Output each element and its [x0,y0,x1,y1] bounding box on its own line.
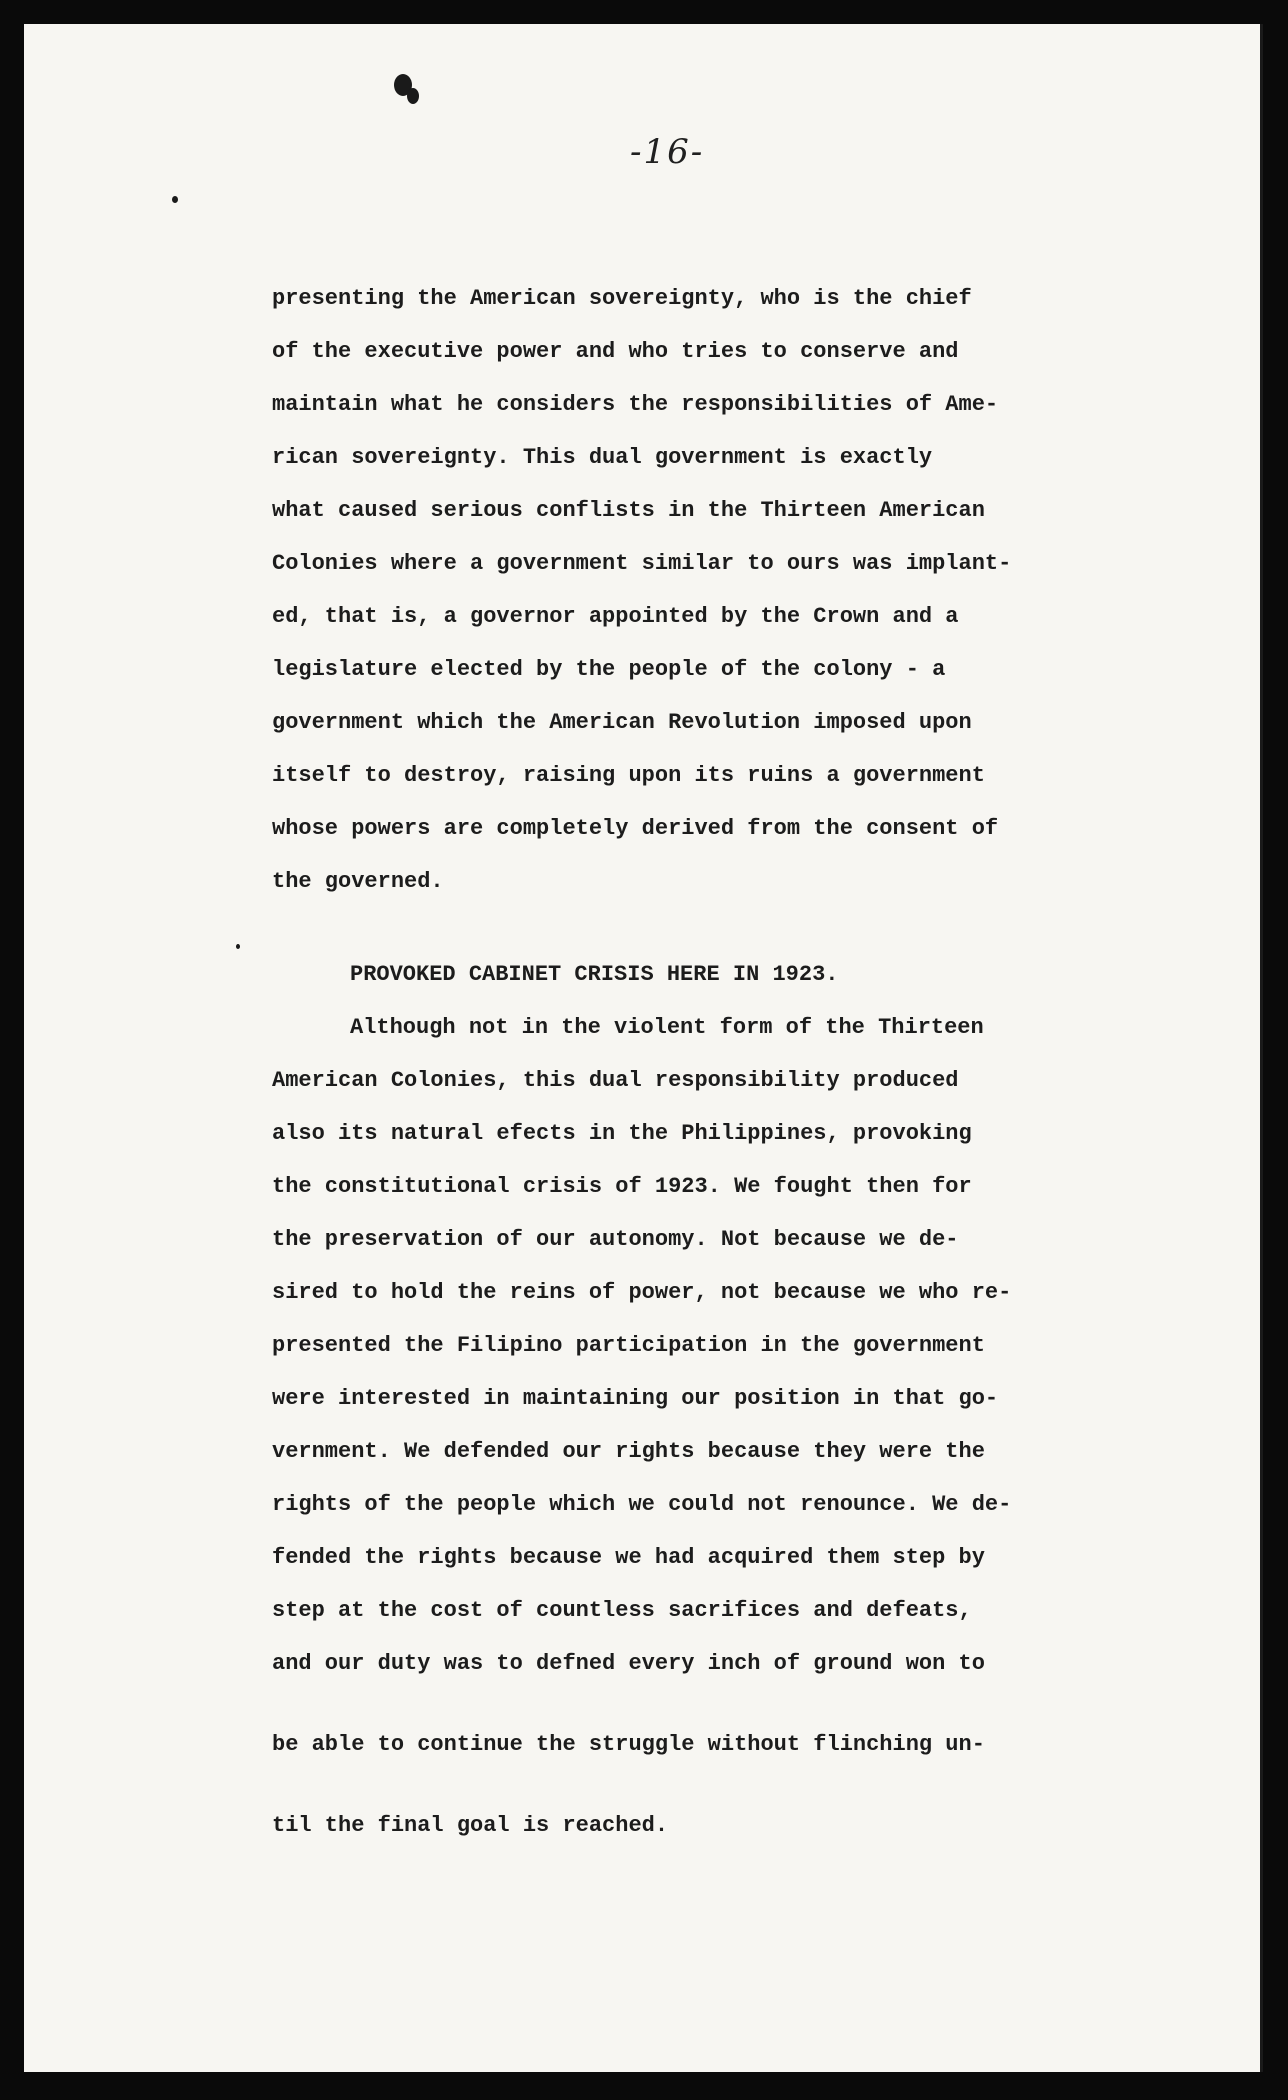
document-page [24,24,1263,2072]
text-line: sired to hold the reins of power, not because we who re- [272,1280,1012,1305]
text-line: the governed. [272,869,444,894]
text-line: American Colonies, this dual responsibility produced [272,1068,959,1093]
ink-blot [407,88,419,104]
text-line: Although not in the violent form of the Thirteen [350,1015,984,1040]
text-line: Colonies where a government similar to ours was implant- [272,551,1012,576]
text-line: step at the cost of countless sacrifices and defeats, [272,1598,972,1623]
ink-dot [236,944,240,949]
text-line: til the final goal is reached. [272,1813,669,1838]
text-line: rights of the people which we could not renounce. We de- [272,1492,1012,1517]
text-line: were interested in maintaining our position in that go- [272,1386,999,1411]
text-line: fended the rights because we had acquired them step by [272,1545,985,1570]
ink-dot [172,196,178,203]
text-line: the preservation of our autonomy. Not because we de- [272,1227,959,1252]
text-line: presented the Filipino participation in the government [272,1333,985,1358]
text-line: vernment. We defended our rights because they were the [272,1439,985,1464]
text-line: be able to continue the struggle without flinching un- [272,1732,985,1757]
line-gap [272,1690,1172,1718]
document-body [272,272,1172,1852]
line-gap [272,1771,1172,1799]
text-line: the constitutional crisis of 1923. We fought then for [272,1174,972,1199]
section-heading: PROVOKED CABINET CRISIS HERE IN 1923. [350,962,839,987]
text-line: maintain what he considers the responsibilities of Ame- [272,392,999,417]
text-line: rican sovereignty. This dual government is exactly [272,445,933,470]
text-line: presenting the American sovereignty, who is the chief [272,286,972,311]
text-line: also its natural efects in the Philippines, provoking [272,1121,972,1146]
text-line: whose powers are completely derived from the consent of [272,816,999,841]
page-number: -16- [630,132,705,172]
paragraph-gap [272,908,1172,948]
text-line: itself to destroy, raising upon its ruins a government [272,763,985,788]
text-line: and our duty was to defned every inch of ground won to [272,1651,985,1676]
text-line: government which the American Revolution imposed upon [272,710,972,735]
text-line: ed, that is, a governor appointed by the Crown and a [272,604,959,629]
text-line: what caused serious conflists in the Thirteen American [272,498,985,523]
text-line: of the executive power and who tries to conserve and [272,339,959,364]
text-line: legislature elected by the people of the colony - a [272,657,946,682]
